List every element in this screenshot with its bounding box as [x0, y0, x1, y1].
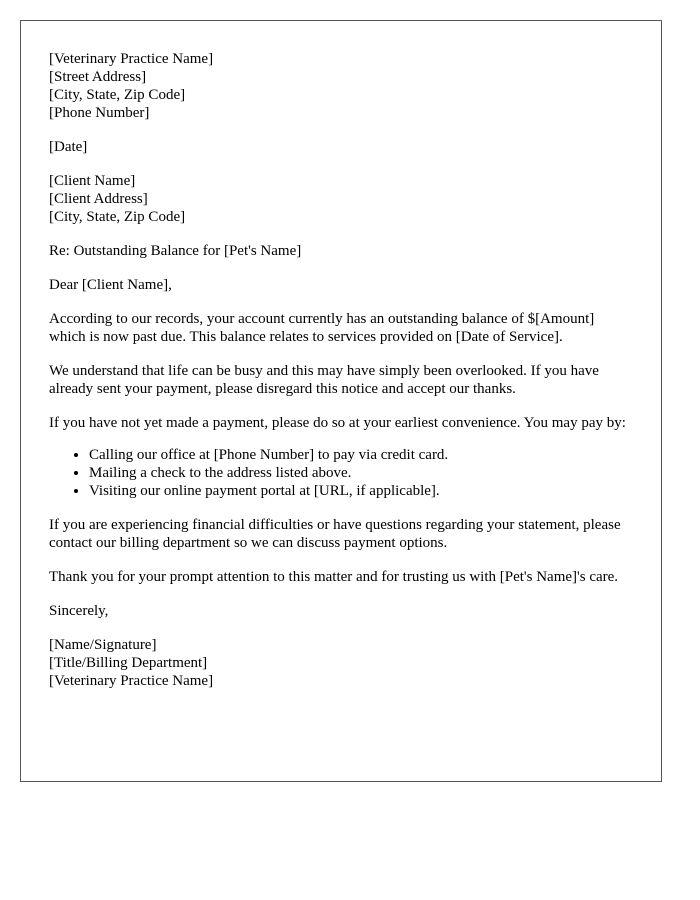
payment-options-list	[49, 446, 633, 500]
letter-page	[20, 20, 662, 782]
closing-text: Sincerely,	[49, 603, 109, 619]
list-item: • Calling our office at [Phone Number] to pay via credit card.	[89, 446, 633, 464]
salutation: Dear [Client Name],	[49, 277, 172, 293]
body-paragraph-overlooked: We understand that life can be busy and this may have simply been overlooked. If you have already sent your payment, please disregard this notice and accept our thanks.	[49, 363, 599, 397]
body-paragraph-pay-by: If you have not yet made a payment, please do so at your earliest convenience. You may pay by:	[49, 415, 626, 431]
date-text: [Date]	[49, 139, 88, 155]
signature-title: [Title/Billing Department]	[49, 655, 208, 671]
sender-phone-number: [Phone Number]	[49, 105, 150, 121]
signature-block	[49, 636, 633, 690]
signature-practice-name: [Veterinary Practice Name]	[49, 673, 214, 689]
recipient-name: [Client Name]	[49, 173, 136, 189]
sender-practice-name: [Veterinary Practice Name]	[49, 51, 214, 67]
recipient-address-block	[49, 172, 633, 226]
signature-name: [Name/Signature]	[49, 637, 157, 653]
sender-address-block	[49, 50, 633, 122]
list-item: • Visiting our online payment portal at [URL, if applicable].	[89, 482, 633, 500]
recipient-city-state-zip: [City, State, Zip Code]	[49, 209, 186, 225]
sender-city-state-zip: [City, State, Zip Code]	[49, 87, 186, 103]
recipient-address: [Client Address]	[49, 191, 148, 207]
body-paragraph-balance: According to our records, your account currently has an outstanding balance of $[Amount] which is now past due. This balance relates to services provided on [Date of Service].	[49, 311, 595, 345]
list-item: • Mailing a check to the address listed above.	[89, 464, 633, 482]
body-paragraph-financial-difficulties: If you are experiencing financial difficulties or have questions regarding your statement, please contact our billing department so we can discuss payment options.	[49, 517, 621, 551]
sender-street-address: [Street Address]	[49, 69, 147, 85]
letter-date	[49, 138, 633, 156]
body-paragraph-thank-you: Thank you for your prompt attention to this matter and for trusting us with [Pet's Name]'s care.	[49, 569, 619, 585]
subject-line: Re: Outstanding Balance for [Pet's Name]	[49, 243, 302, 259]
